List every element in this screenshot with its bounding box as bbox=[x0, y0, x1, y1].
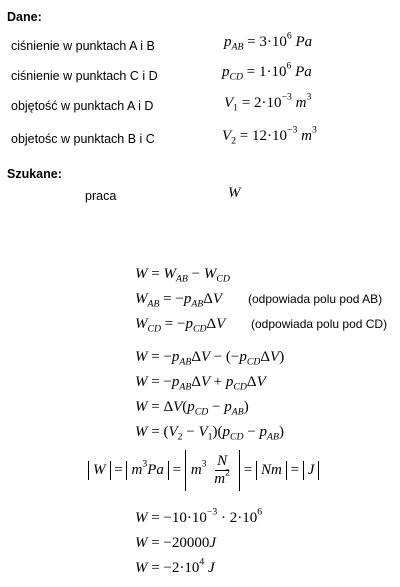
note-area-cd: (odpowiada polu pod CD) bbox=[251, 317, 388, 331]
sought-label-work: praca bbox=[85, 189, 117, 203]
formula-p-ab: $p_{AB} = 3\cdot 10^6$ Pa bbox=[224, 30, 313, 53]
unit-fraction-n-m2: $\frac{N}{m^2}$ bbox=[214, 453, 231, 487]
eq-units: $W = m^3Pa = m^3$ $\frac{N}{m^2}$ = Nm = J bbox=[88, 450, 319, 491]
unit-bracket-j: J bbox=[303, 461, 320, 480]
sought-symbol: W bbox=[228, 185, 241, 201]
unit-bracket-m3-n-m2: $m^3$ $\frac{N}{m^2}$ bbox=[185, 450, 240, 491]
eq-step-3: $W = \Delta V(p_{CD} - p_{AB})$ bbox=[135, 399, 249, 418]
formula-v2: $V_2 = 12\cdot 10^{-3}$ $m^3$ bbox=[222, 124, 317, 147]
eq-step-4: $W = (V_2 - V_1)(p_{CD} - p_{AB})$ bbox=[135, 424, 284, 443]
unit-bracket-m3pa: $m^3Pa$ bbox=[126, 461, 168, 480]
eq-work-difference: $W = W_{AB} - W_{CD}$ bbox=[135, 266, 230, 285]
given-label-volume-bc: objetośc w punktach B i C bbox=[11, 132, 155, 146]
eq-result-scientific: $W = -2\cdot 10^4$ J bbox=[135, 556, 215, 576]
given-heading: Dane: bbox=[7, 10, 42, 24]
eq-step-2: $W = -p_{AB}\Delta V + p_{CD}\Delta V$ bbox=[135, 374, 266, 393]
eq-work-cd: $W_{CD} = -p_{CD}\Delta V$ bbox=[135, 316, 226, 335]
eq-result: W = −20000J bbox=[135, 535, 217, 551]
formula-p-cd: $p_{CD} = 1\cdot 10^6$ Pa bbox=[222, 60, 312, 83]
eq-work-ab: $W_{AB} = -p_{AB}\Delta V$ bbox=[135, 291, 223, 310]
given-label-volume-ad: objętość w punktach A i D bbox=[11, 99, 154, 113]
sought-heading: Szukane: bbox=[7, 167, 62, 181]
note-area-ab: (odpowiada polu pod AB) bbox=[248, 292, 383, 306]
formula-v1: $V_1 = 2\cdot 10^{-3}$ $m^3$ bbox=[224, 91, 312, 114]
unit-bracket-nm: Nm bbox=[256, 461, 287, 480]
unit-bracket-w: W bbox=[88, 461, 111, 480]
given-label-pressure-cd: ciśnienie w punktach C i D bbox=[11, 69, 158, 83]
eq-step-1: $W = -p_{AB}\Delta V - (-p_{CD}\Delta V)$ bbox=[135, 349, 285, 368]
given-label-pressure-ab: ciśnienie w punktach A i B bbox=[11, 39, 155, 53]
eq-substitution: $W = -10\cdot 10^{-3} \cdot 2\cdot 10^6$ bbox=[135, 506, 263, 526]
